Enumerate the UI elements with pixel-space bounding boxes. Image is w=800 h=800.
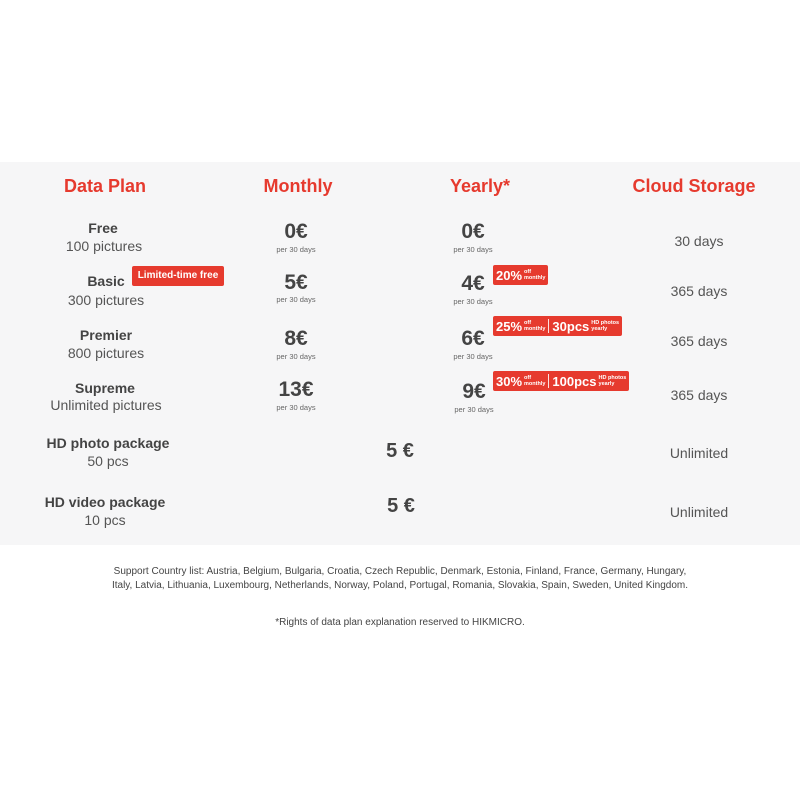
discount-pct: 20% [496, 267, 523, 283]
discount-pct: 30% [496, 373, 523, 389]
discount-unit: monthly [524, 275, 546, 281]
bonus-what: HD photos [598, 375, 627, 381]
yearly-price-basic: 4€ [461, 272, 485, 295]
discount-badge-supreme [493, 371, 629, 391]
discount-unit: monthly [524, 381, 546, 387]
header-cloud-storage: Cloud Storage [632, 176, 756, 196]
storage-free: 30 days [674, 233, 724, 249]
monthly-price-basic: 5€ [284, 271, 308, 294]
storage-photo-package: Unlimited [669, 445, 729, 461]
yearly-price-supreme: 9€ [462, 380, 486, 403]
plan-name-premier: Premier [79, 327, 133, 343]
monthly-per-supreme: per 30 days [276, 403, 316, 412]
country-list-line-2: Italy, Latvia, Lithuania, Luxembourg, Netherlands, Norway, Poland, Portugal, Romania, Slovakia, Spain, Sweden, United Kingdom. [111, 580, 689, 591]
plan-quota-free: 100 pictures [65, 238, 143, 254]
package-name-photo: HD photo package [46, 435, 170, 451]
yearly-price-premier: 6€ [461, 327, 485, 350]
yearly-per-basic: per 30 days [453, 297, 493, 306]
plan-quota-premier: 800 pictures [67, 345, 145, 361]
storage-supreme: 365 days [670, 387, 728, 403]
discount-badge-basic [493, 265, 548, 285]
monthly-price-supreme: 13€ [278, 378, 314, 401]
monthly-per-basic: per 30 days [276, 295, 316, 304]
disclaimer: *Rights of data plan explanation reserved to HIKMICRO. [275, 617, 525, 628]
monthly-per-premier: per 30 days [276, 352, 316, 361]
plan-quota-basic: 300 pictures [67, 292, 145, 308]
monthly-price-premier: 8€ [284, 327, 308, 350]
header-data-plan: Data Plan [63, 176, 147, 196]
package-quota-photo: 50 pcs [87, 453, 129, 469]
discount-pct: 25% [496, 318, 523, 334]
plan-name-free: Free [88, 220, 118, 236]
discount-badge-premier [493, 316, 622, 336]
package-quota-video: 10 pcs [84, 512, 126, 528]
header-yearly: Yearly* [449, 176, 511, 196]
package-price-video: 5 € [387, 495, 415, 517]
bonus-qty: 30pcs [552, 318, 590, 334]
bonus-period: yearly [591, 326, 608, 332]
yearly-price-free: 0€ [461, 220, 485, 243]
package-price-photo: 5 € [386, 440, 414, 462]
discount-off: off [524, 269, 532, 275]
storage-premier: 365 days [670, 333, 728, 349]
bonus-period: yearly [598, 381, 615, 387]
bonus-qty: 100pcs [552, 373, 597, 389]
discount-off: off [524, 375, 532, 381]
plan-quota-supreme: Unlimited pictures [50, 397, 162, 413]
badge-divider [548, 319, 549, 333]
storage-video-package: Unlimited [669, 504, 729, 520]
country-list-line-1: Support Country list: Austria, Belgium, Bulgaria, Croatia, Czech Republic, Denmark, Estonia, Finland, France, Germany, Hungary, [113, 566, 687, 577]
yearly-per-supreme: per 30 days [454, 405, 494, 414]
limited-time-free-tag: Limited-time free [132, 266, 224, 286]
package-name-video: HD video package [44, 494, 166, 510]
monthly-per-free: per 30 days [276, 245, 316, 254]
plan-name-supreme: Supreme [75, 380, 135, 396]
badge-divider [548, 374, 549, 388]
plan-name-basic: Basic [87, 273, 125, 289]
discount-unit: monthly [524, 326, 546, 332]
yearly-per-free: per 30 days [453, 245, 493, 254]
header-monthly: Monthly [263, 176, 333, 196]
monthly-price-free: 0€ [284, 220, 308, 243]
bonus-what: HD photos [591, 320, 620, 326]
storage-basic: 365 days [670, 283, 728, 299]
yearly-per-premier: per 30 days [453, 352, 493, 361]
discount-off: off [524, 320, 532, 326]
